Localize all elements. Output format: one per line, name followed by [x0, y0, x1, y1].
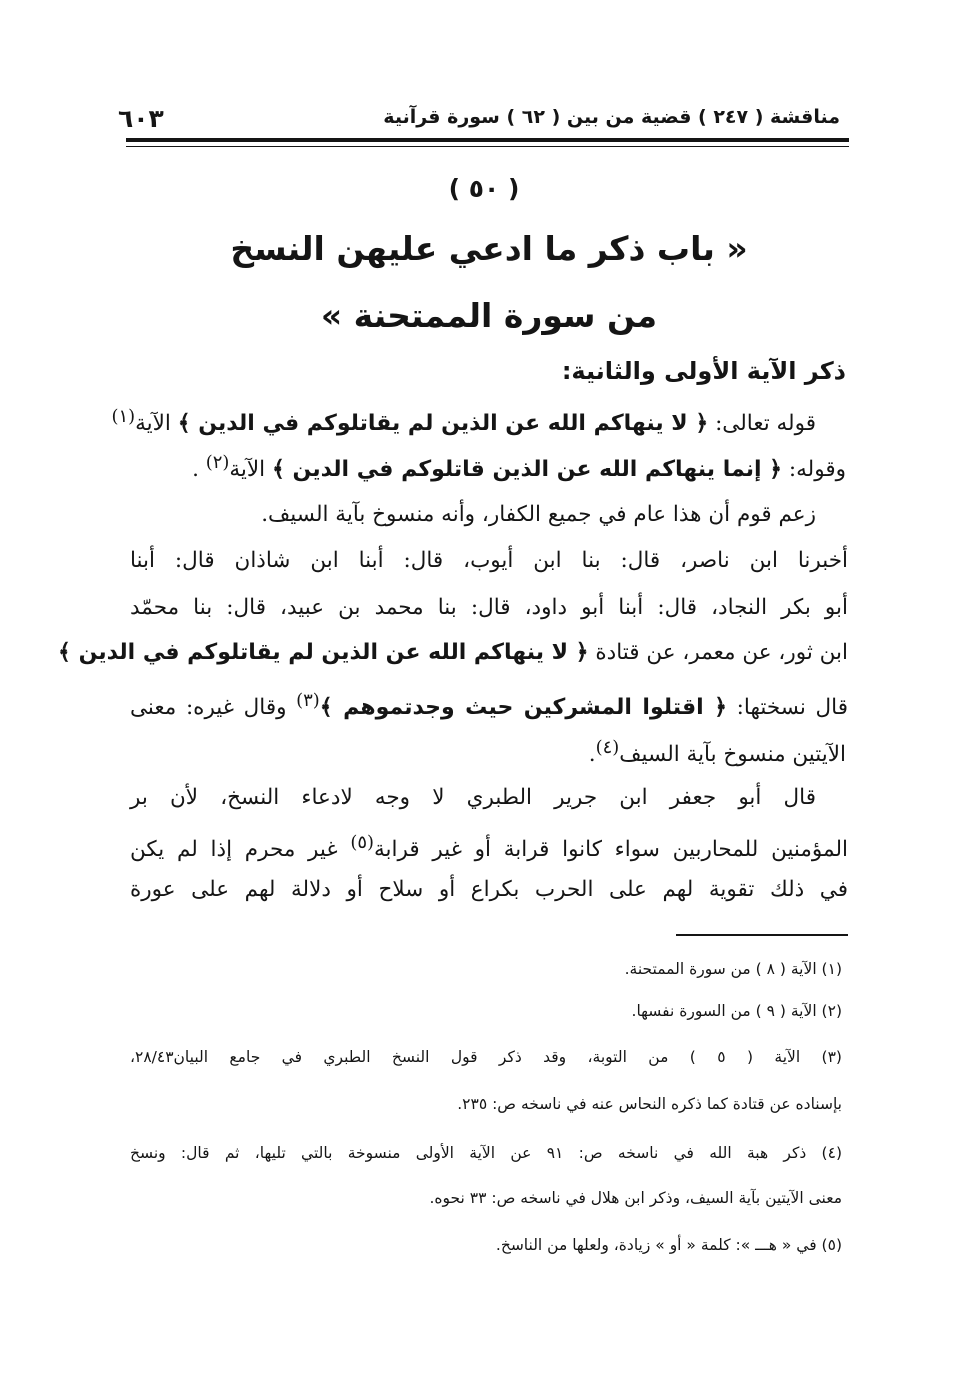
- body-line-7: [130, 686, 848, 723]
- body-line-2: [192, 448, 846, 485]
- footnote-ref: (١): [111, 406, 136, 427]
- footnote-ref: (٢): [205, 452, 230, 473]
- body-text: المؤمنين للمحاربين سواء كانوا قرابة أو غير قرابة: [374, 837, 848, 863]
- body-line-9: قال أبو جعفر ابن جرير الطبري لا وجه لادعاء النسخ، لأن بر: [130, 785, 816, 810]
- footnote-ref: (٣): [296, 690, 320, 711]
- body-line-4: أخبرنا ابن ناصر، قال: بنا ابن أيوب، قال: أبنا ابن شاذان قال: أبنا: [130, 548, 848, 573]
- body-text: .: [192, 457, 206, 483]
- chapter-title-line2: من سورة الممتحنة »: [320, 296, 658, 335]
- chapter-title-line1: « باب ذكر ما ادعي عليهن النسخ: [230, 229, 748, 268]
- page-number: ٦٠٣: [118, 104, 164, 133]
- quran-verse: ﴿ اقتلوا المشركين حيث وجدتموهم ﴾: [319, 695, 728, 721]
- body-text: ابن ثور، عن معمر، عن قتادة: [588, 640, 848, 665]
- body-line-10: [130, 828, 848, 865]
- footnote-5: (٥) في « هـــ »: كلمة « أو » زيادة، ولعلها من الناسخ.: [495, 1236, 842, 1254]
- running-title: مناقشة ( ٢٤٧ ) قضية من بين ( ٦٢ ) سورة قرآنية: [383, 106, 840, 128]
- body-line-11: في ذلك تقوية لهم على الحرب بكراع أو سلاح أو دلالة لهم على عورة: [130, 877, 848, 902]
- footnote-separator: [676, 934, 848, 936]
- body-line-1: [111, 402, 816, 439]
- quran-verse: ﴿ لا ينهاكم الله عن الذين لم يقاتلوكم في الدين ﴾: [177, 411, 709, 437]
- footnote-4-line1: (٤) ذكر هبة الله في ناسخه ص: ٩١ عن الآية الأولى منسوخة بالتي تليها، ثم قال: ونسخ: [130, 1144, 842, 1162]
- body-line-3: زعم قوم أن هذا عام في جميع الكفار، وأنه منسوخ بآية السيف.: [261, 502, 816, 527]
- footnote-2: (٢) الآية ( ٩ ) من السورة نفسها.: [631, 1002, 842, 1020]
- footnote-3-line1: (٣) الآية ( ٥ ) من التوبة، وقد ذكر قول النسخ الطبري في جامع البيان٢٨/٤٣،: [130, 1048, 842, 1066]
- body-text: .: [588, 742, 596, 768]
- section-heading: ذكر الآية الأولى والثانية:: [561, 357, 846, 385]
- footnote-ref: (٥): [350, 832, 375, 853]
- body-text: الآية: [229, 457, 272, 483]
- header-rule-thick: [126, 138, 849, 142]
- body-text: غير محرم إذا لم يكن: [130, 837, 351, 863]
- body-text: قال نسختها:: [727, 695, 849, 721]
- body-text: وقال غيره: معنى: [130, 695, 297, 721]
- header-rule-thin: [126, 146, 849, 147]
- body-text: قوله تعالى:: [708, 411, 816, 437]
- quran-verse: ﴿ لا ينهاكم الله عن الذين لم يقاتلوكم في الدين ﴾: [58, 640, 589, 665]
- footnote-3-line2: بإسناده عن قتادة كما ذكره النحاس عنه في ناسخه ص: ٢٣٥.: [457, 1095, 842, 1113]
- body-line-5: أبو بكر النجاد، قال: أبنا أبو داود، قال: بنا محمد بن عبيد، قال: بنا محمّد: [130, 595, 848, 620]
- footnote-4-line2: معنى الآيتين بآية السيف، وذكر ابن هلال في ناسخه ص: ٣٣ نحوه.: [429, 1189, 842, 1207]
- body-line-6: [58, 638, 848, 668]
- body-text: الآيتين منسوخ بآية السيف: [619, 742, 846, 768]
- body-line-8: [589, 733, 846, 770]
- footnote-1: (١) الآية ( ٨ ) من سورة الممتحنة.: [624, 960, 842, 978]
- body-text: وقوله:: [782, 457, 846, 483]
- footnote-ref: (٤): [595, 737, 620, 758]
- chapter-number: ( ٥٠ ): [448, 174, 520, 203]
- quran-verse: ﴿ إنما ينهاكم الله عن الذين قاتلوكم في الدين ﴾: [271, 457, 783, 483]
- body-text: الآية: [135, 411, 178, 437]
